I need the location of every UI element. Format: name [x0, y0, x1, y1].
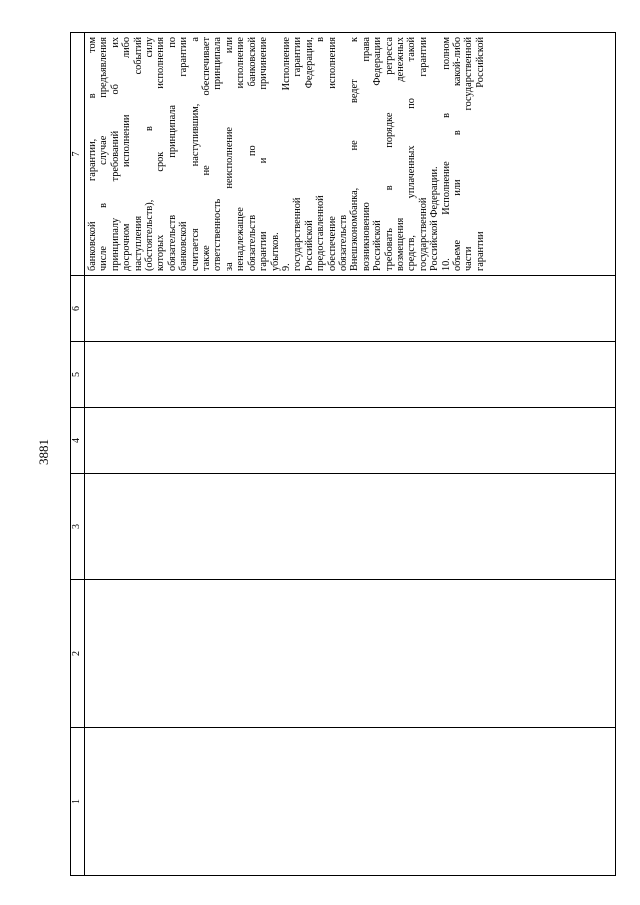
document-table-area	[70, 32, 616, 876]
text-line: ответственность принципала	[212, 37, 224, 271]
table-header-row	[71, 33, 85, 875]
text-line: банковской гарантии	[178, 37, 190, 271]
text-line: Российской Федерации.	[429, 166, 441, 271]
text-line: за неисполнение или	[223, 37, 235, 271]
cell-col-7-text	[85, 33, 615, 275]
text-line: (обстоятельств), в силу	[144, 37, 156, 271]
text-line: части государственной	[463, 37, 475, 271]
text-line: также не обеспечивает	[201, 37, 213, 271]
text-line: считается наступившим, а	[189, 37, 201, 271]
text-line: предоставленной в	[315, 37, 327, 271]
text-line: принципалу требований об их	[109, 37, 121, 271]
column-header-5: 5	[71, 341, 84, 407]
text-line: которых срок исполнения	[155, 37, 167, 271]
cell-col-6	[85, 275, 615, 341]
column-header-1: 1	[71, 727, 84, 875]
document-table	[70, 32, 616, 876]
text-line: возмещения денежных	[394, 37, 406, 271]
text-line: Внешэкономбанка, не ведет к	[349, 37, 361, 271]
text-line: государственной гарантии	[292, 37, 304, 271]
text-line: убытков.	[269, 232, 281, 271]
text-line: досрочном исполнении либо	[121, 37, 133, 271]
cell-col-5	[85, 341, 615, 407]
text-line: объеме или в какой-либо	[452, 37, 463, 271]
text-line: средств, уплаченных по такой	[406, 37, 418, 271]
text-line: государственной гарантии	[417, 37, 429, 271]
cell-col-4	[85, 407, 615, 473]
text-line: обязательств по банковской	[246, 37, 258, 271]
text-line: гарантии Российской	[474, 37, 486, 271]
text-line: возникновению права	[360, 37, 372, 271]
page-number: 3881	[36, 439, 51, 465]
text-line: Российской Федерации,	[303, 37, 315, 271]
text-line: обеспечение исполнения	[326, 37, 338, 271]
column-header-6: 6	[71, 275, 84, 341]
column-header-4: 4	[71, 407, 84, 473]
text-line: Российской Федерации	[372, 37, 384, 271]
text-line: банковской гарантии, в том	[87, 37, 98, 271]
cell-col-1	[85, 727, 615, 875]
text-line: 9. Исполнение	[280, 37, 292, 271]
text-line: гарантии и причинение	[258, 37, 270, 271]
table-body-row	[85, 33, 615, 875]
text-line: 10. Исполнение в полном	[440, 37, 452, 271]
column-header-3: 3	[71, 473, 84, 579]
cell-col-3	[85, 473, 615, 579]
text-line: обязательств	[337, 214, 349, 271]
column-header-2: 2	[71, 579, 84, 727]
text-line: числе в случае предъявления	[98, 37, 110, 271]
cell-col-2	[85, 579, 615, 727]
text-line: обязательств принципала по	[166, 37, 178, 271]
text-line: требовать в порядке регресса	[383, 37, 395, 271]
column-header-7: 7	[71, 151, 82, 157]
text-line: ненадлежащее исполнение	[235, 37, 247, 271]
text-line: наступления событий	[132, 37, 144, 271]
